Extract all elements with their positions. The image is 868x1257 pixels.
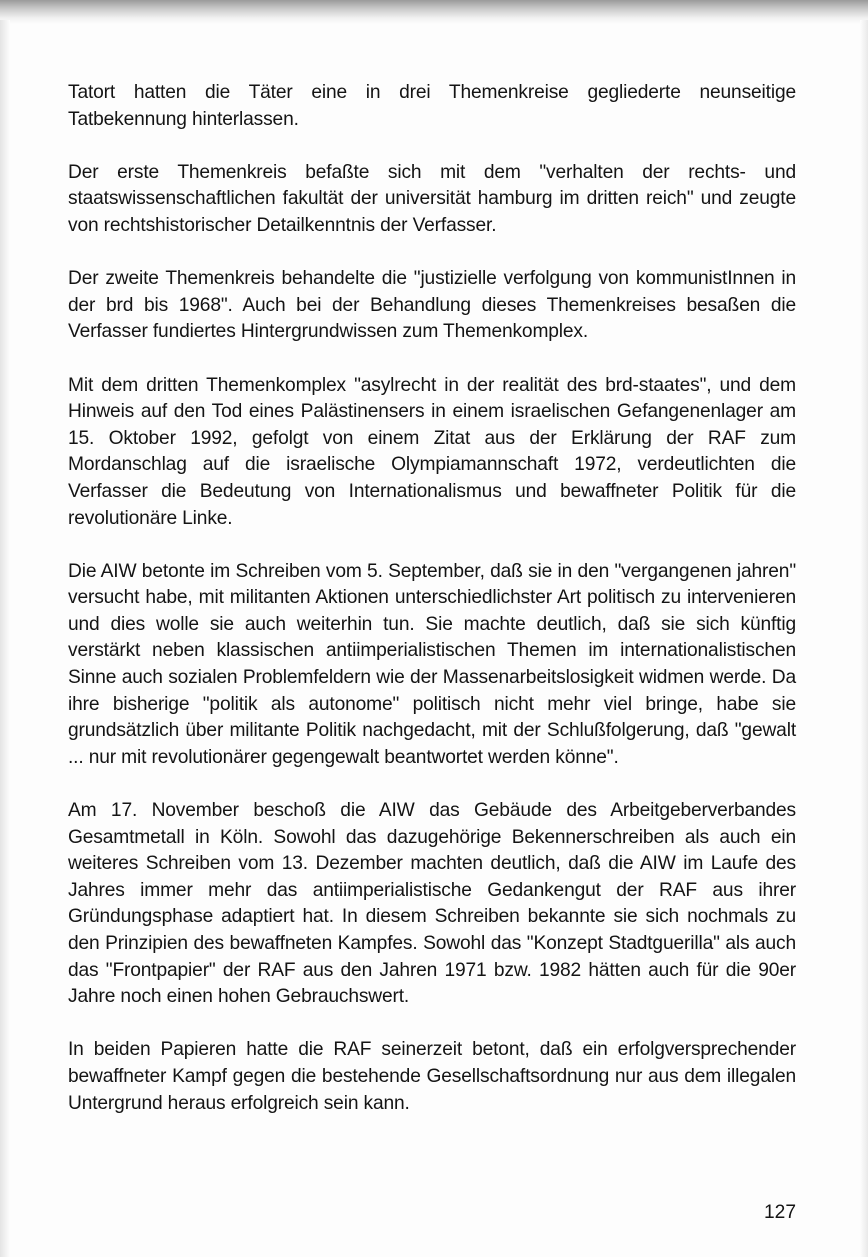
paragraph-7: In beiden Papieren hatte die RAF seinerzeit betont, daß ein erfolgversprechender bewaffneter Kampf gegen die bestehende Gesellschaftsordnung nur aus dem illegalen Untergrund heraus erfolgreich sein kann. — [68, 1039, 796, 1114]
scan-edge-right — [860, 20, 868, 1257]
paragraph-2: Der erste Themenkreis befaßte sich mit dem "verhalten der rechts- und staatswissenschaftlichen fakultät der universität hamburg im dritten reich" und zeugte von rechtshistorischer Detailkenntnis der Verfasser. — [68, 161, 796, 236]
scan-edge-left — [0, 20, 10, 1257]
scan-edge-top — [0, 0, 868, 24]
paragraph-3: Der zweite Themenkreis behandelte die "justizielle verfolgung von kommunistInnen in der brd bis 1968". Auch bei der Behandlung dieses Themenkreises besaßen die Verfasser fundiertes Hintergrundwissen zum Themenkomplex. — [68, 268, 796, 343]
paragraph-4: Mit dem dritten Themenkomplex "asylrecht in der realität des brd-staates", und dem Hinweis auf den Tod eines Palästinensers in einem israelischen Gefangenenlager am 15. Oktober 1992, gefolgt von einem Zitat aus der Erklärung der RAF zum Mordanschlag auf die israelische Olympiamannschaft 1972, verdeutlichten die Verfasser die Bedeutung von Internationalismus und bewaffneter Politik für die revolutionäre Linke. — [68, 374, 796, 529]
paragraph-1: Tatort hatten die Täter eine in drei Themenkreise gegliederte neunseitige Tatbekennung hinterlassen. — [68, 82, 796, 130]
page-body — [68, 80, 796, 1144]
page-number: 127 — [763, 1202, 796, 1223]
paragraph-6: Am 17. November beschoß die AIW das Gebäude des Arbeitgeberverbandes Gesamtmetall in Köln. Sowohl das dazugehörige Bekennerschreiben als auch ein weiteres Schreiben vom 13. Dezember machten deutlich, daß die AIW im Laufe des Jahres immer mehr das antiimperialistische Gedankengut der RAF aus ihrer Gründungsphase adaptiert hat. In diesem Schreiben bekannte sie sich nochmals zu den Prinzipien des bewaffneten Kampfes. Sowohl das "Konzept Stadtguerilla" als auch das "Frontpapier" der RAF aus den Jahren 1971 bzw. 1982 hätten auch für die 90er Jahre noch einen hohen Gebrauchswert. — [68, 800, 796, 1008]
paragraph-5: Die AIW betonte im Schreiben vom 5. September, daß sie in den "vergangenen jahren" versucht habe, mit militanten Aktionen unterschiedlichster Art politisch zu intervenieren und dies wolle sie auch weiterhin tun. Sie machte deutlich, daß sie sich künftig verstärkt neben klassischen antiimperialistischen Themen im internationalistischen Sinne auch sozialen Problemfeldern wie der Massenarbeitslosigkeit widmen werde. Da ihre bisherige "politik als autonome" politisch nicht mehr viel bringe, habe sie grundsätzlich über militante Politik nachgedacht, mit der Schlußfolgerung, daß "gewalt ... nur mit revolutionärer gegengewalt beantwortet werden könne". — [68, 560, 796, 768]
